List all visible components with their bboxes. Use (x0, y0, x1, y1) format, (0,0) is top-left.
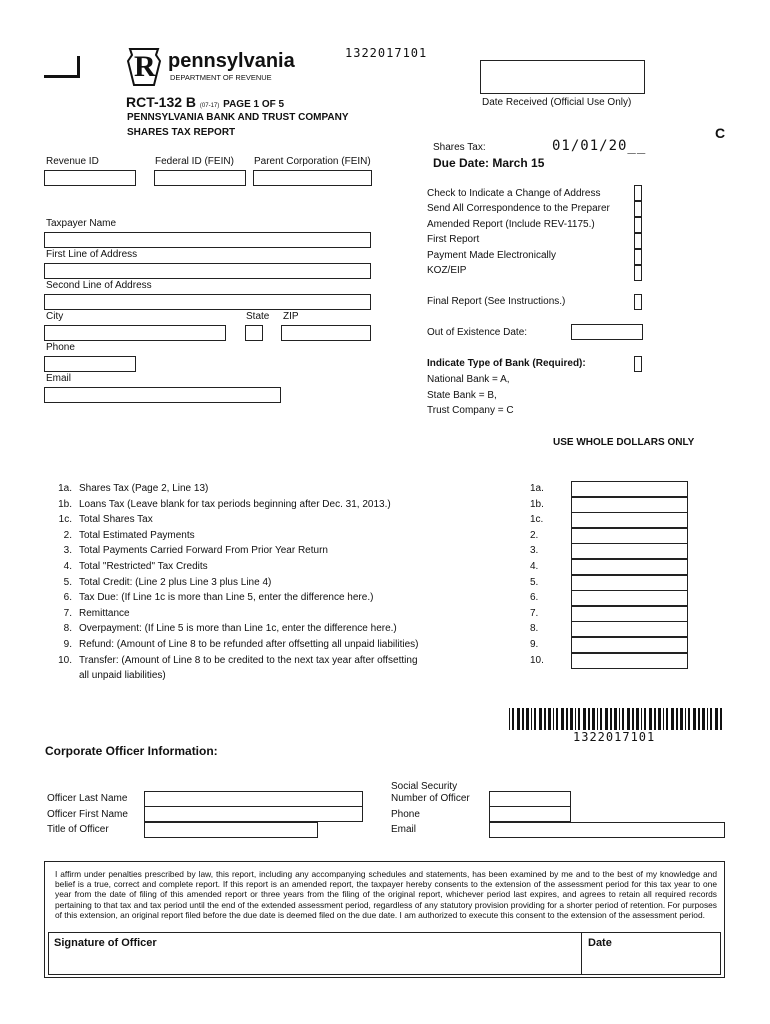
logo-department: DEPARTMENT OF REVENUE (170, 73, 272, 82)
officer-ssn-input[interactable] (489, 791, 571, 807)
officer-email-input[interactable] (489, 822, 725, 838)
due-date: Due Date: March 15 (433, 156, 545, 170)
barcode-bar (666, 708, 668, 730)
send-preparer-checkbox[interactable] (634, 201, 642, 217)
zip-label: ZIP (283, 311, 299, 322)
payment-electronic-checkbox[interactable] (634, 249, 642, 265)
change-address-label: Check to Indicate a Change of Address (427, 188, 601, 199)
email-label: Email (46, 373, 72, 384)
line-amount-input[interactable] (571, 559, 688, 575)
logo-letter: R (134, 50, 156, 83)
barcode-bar (544, 708, 546, 730)
officer-section-title: Corporate Officer Information: (45, 744, 218, 758)
barcode-bar (539, 708, 542, 730)
line-description: Transfer: (Amount of Line 8 to be credited to the next tax year after offsetting (79, 655, 418, 666)
line-amount-input[interactable] (571, 653, 688, 669)
keystone-logo-icon (126, 47, 162, 87)
line-number: 1a. (58, 483, 72, 494)
barcode-bar (641, 708, 642, 730)
date-received-box (480, 60, 645, 94)
phone-label: Phone (46, 342, 75, 353)
form-title-line1: PENNSYLVANIA BANK AND TRUST COMPANY (127, 112, 349, 123)
line-description: Tax Due: (If Line 1c is more than Line 5, enter the difference here.) (79, 592, 374, 603)
first-report-checkbox[interactable] (634, 233, 642, 249)
officer-last-name-label: Officer Last Name (47, 793, 128, 804)
line-amount-input[interactable] (571, 606, 688, 622)
bank-type-label: Indicate Type of Bank (Required): (427, 358, 586, 369)
signature-box[interactable] (48, 932, 582, 975)
line-ref: 7. (530, 608, 539, 619)
barcode-bar (680, 708, 683, 730)
barcode-bar (715, 708, 718, 730)
line-amount-input[interactable] (571, 637, 688, 653)
line-number: 2. (63, 530, 72, 541)
officer-email-label: Email (391, 824, 417, 835)
line-number: 6. (63, 592, 72, 603)
officer-first-name-label: Officer First Name (47, 809, 128, 820)
line-ref: 1a. (530, 483, 544, 494)
barcode-bar (632, 708, 634, 730)
line-ref: 10. (530, 655, 544, 666)
form-revision: (07-17) (199, 103, 220, 109)
parent-corp-label: Parent Corporation (FEIN) (254, 156, 371, 167)
line-description: Loans Tax (Leave blank for tax periods beginning after Dec. 31, 2013.) (79, 499, 391, 510)
line-number: 3. (63, 545, 72, 556)
line-ref: 1b. (530, 499, 544, 510)
barcode-bar (610, 708, 612, 730)
line-ref: 8. (530, 623, 539, 634)
line-amount-input[interactable] (571, 512, 688, 528)
line-ref: 9. (530, 639, 539, 650)
bank-b-label: State Bank = B, (427, 390, 497, 401)
line-ref: 3. (530, 545, 539, 556)
state-input[interactable] (245, 325, 263, 341)
federal-id-label: Federal ID (FEIN) (155, 156, 234, 167)
line-amount-input[interactable] (571, 497, 688, 513)
line-number: 10. (58, 655, 72, 666)
revenue-id-input[interactable] (44, 170, 136, 186)
barcode-bar (509, 708, 510, 730)
bank-type-input[interactable] (634, 356, 642, 372)
barcode-bar (583, 708, 586, 730)
barcode-bar (512, 708, 514, 730)
line-amount-input[interactable] (571, 543, 688, 559)
line-description: Total Payments Carried Forward From Prior Year Return (79, 545, 328, 556)
line-description: Shares Tax (Page 2, Line 13) (79, 483, 209, 494)
barcode-bar (588, 708, 590, 730)
address2-input[interactable] (44, 294, 371, 310)
barcode-bar (671, 708, 674, 730)
barcode-bar (534, 708, 536, 730)
line-description: Overpayment: (If Line 5 is more than Line 1c, enter the difference here.) (79, 623, 397, 634)
city-input[interactable] (44, 325, 226, 341)
line-amount-input[interactable] (571, 590, 688, 606)
line-number: 1b. (58, 499, 72, 510)
address1-input[interactable] (44, 263, 371, 279)
line-number: 7. (63, 608, 72, 619)
address1-label: First Line of Address (46, 249, 138, 260)
line-amount-input[interactable] (571, 481, 688, 497)
line-ref: 5. (530, 577, 539, 588)
out-of-existence-input[interactable] (571, 324, 643, 340)
barcode-bar (654, 708, 656, 730)
barcode-bar (649, 708, 652, 730)
final-report-label: Final Report (See Instructions.) (427, 296, 566, 307)
barcode-bar (570, 708, 573, 730)
page-label: PAGE 1 OF 5 (223, 99, 285, 110)
line-number: 4. (63, 561, 72, 572)
officer-title-label: Title of Officer (47, 824, 109, 835)
signature-date-label: Date (588, 937, 612, 949)
date-received-label: Date Received (Official Use Only) (482, 97, 632, 108)
barcode-bar (622, 708, 624, 730)
change-address-checkbox[interactable] (634, 185, 642, 201)
line-number: 9. (63, 639, 72, 650)
payment-electronic-label: Payment Made Electronically (427, 250, 556, 261)
top-scan-number: 1322017101 (345, 46, 428, 60)
officer-phone-label: Phone (391, 809, 420, 820)
barcode-bar (707, 708, 708, 730)
state-label: State (246, 311, 270, 322)
barcode-bar (710, 708, 712, 730)
barcode-bar (522, 708, 524, 730)
taxpayer-name-label: Taxpayer Name (46, 218, 117, 229)
line-ref: 1c. (530, 514, 544, 525)
koz-label: KOZ/EIP (427, 265, 467, 276)
city-label: City (46, 311, 64, 322)
line-description: Refund: (Amount of Line 8 to be refunded after offsetting all unpaid liabilities) (79, 639, 419, 650)
officer-first-name-input[interactable] (144, 806, 363, 822)
line-number: 8. (63, 623, 72, 634)
barcode-bar (526, 708, 529, 730)
barcode-bar (592, 708, 595, 730)
barcode-bar (597, 708, 598, 730)
barcode-bar (720, 708, 722, 730)
address2-label: Second Line of Address (46, 280, 152, 291)
barcode-bar (517, 708, 520, 730)
bank-a-label: National Bank = A, (427, 374, 510, 385)
shares-tax-date: 01/01/20__ (552, 138, 647, 154)
line-description: Total Credit: (Line 2 plus Line 3 plus Line 4) (79, 577, 272, 588)
barcode-bar (685, 708, 686, 730)
line-amount-input[interactable] (571, 621, 688, 637)
barcode-bar (663, 708, 664, 730)
barcode-bar (561, 708, 564, 730)
officer-last-name-input[interactable] (144, 791, 363, 807)
line-ref: 2. (530, 530, 539, 541)
first-report-label: First Report (427, 234, 480, 245)
parent-corp-input[interactable] (253, 170, 372, 186)
line-description: Total Estimated Payments (79, 530, 195, 541)
barcode-bar (531, 708, 532, 730)
barcode-bar (553, 708, 554, 730)
bank-c-label: Trust Company = C (427, 405, 514, 416)
out-of-existence-label: Out of Existence Date: (427, 327, 528, 338)
line-amount-input[interactable] (571, 575, 688, 591)
barcode-bar (698, 708, 700, 730)
final-report-checkbox[interactable] (634, 294, 642, 310)
line10-continuation: all unpaid liabilities) (79, 670, 166, 681)
taxpayer-name-input[interactable] (44, 232, 371, 248)
line-number: 1c. (58, 514, 72, 525)
amended-label: Amended Report (Include REV-1175.) (427, 219, 595, 230)
barcode-bar (688, 708, 690, 730)
line-description: Total Shares Tax (79, 514, 153, 525)
barcode-bar (658, 708, 661, 730)
line-description: Remittance (79, 608, 130, 619)
revenue-id-label: Revenue ID (46, 156, 99, 167)
barcode-bar (575, 708, 576, 730)
barcode-bar (548, 708, 551, 730)
barcode-bar (614, 708, 617, 730)
amended-checkbox[interactable] (634, 217, 642, 233)
shares-tax-label: Shares Tax: (433, 142, 486, 153)
barcode (509, 708, 725, 730)
crop-mark (44, 56, 80, 78)
officer-phone-input[interactable] (489, 806, 571, 822)
officer-ssn-label-line1: Social Security (391, 781, 458, 792)
signature-date-box[interactable] (582, 932, 721, 975)
line-description: Total "Restricted" Tax Credits (79, 561, 208, 572)
barcode-bar (619, 708, 620, 730)
barcode-bar (702, 708, 705, 730)
line-ref: 6. (530, 592, 539, 603)
federal-id-input[interactable] (154, 170, 246, 186)
form-title-line2: SHARES TAX REPORT (127, 127, 236, 138)
barcode-number: 1322017101 (573, 730, 656, 744)
barcode-bar (627, 708, 630, 730)
line-amount-input[interactable] (571, 528, 688, 544)
whole-dollars-note: USE WHOLE DOLLARS ONLY (553, 437, 695, 448)
signature-label: Signature of Officer (54, 937, 157, 949)
send-preparer-label: Send All Correspondence to the Preparer (427, 203, 610, 214)
declaration-text: I affirm under penalties prescribed by law, this report, including any accompanying schedules and statements, has been examined by me and to the best of my knowledge and belief is a true, correct and complete report. If this report is an amended report, the taxpayer hereby consents to the extension of the assessment period for this tax year to one year from the date of filing of this amended report or three years from the filing of the original report, whichever period last expires, and agrees to retain all required records pertaining to that tax and tax period until the end of the extended assessment period, regardless of any statutory provision providing for a shorter period of retention. For purposes of this extension, an original report filed before the due date is deemed filed on the due date. I am authorized to execute this consent to the extension of the assessment period. (55, 869, 717, 920)
barcode-bar (600, 708, 602, 730)
barcode-bar (578, 708, 580, 730)
barcode-bar (676, 708, 678, 730)
officer-ssn-label-line2: Number of Officer (391, 793, 470, 804)
declaration-box (44, 861, 725, 978)
barcode-bar (636, 708, 639, 730)
barcode-bar (644, 708, 646, 730)
logo-name: pennsylvania (168, 50, 295, 72)
form-id (126, 94, 284, 114)
form-id-text: RCT-132 B (126, 94, 197, 110)
barcode-bar (605, 708, 608, 730)
phone-input[interactable] (44, 356, 136, 372)
corner-letter: C (715, 125, 726, 141)
email-input[interactable] (44, 387, 281, 403)
line-ref: 4. (530, 561, 539, 572)
line-number: 5. (63, 577, 72, 588)
barcode-bar (556, 708, 558, 730)
barcode-bar (693, 708, 696, 730)
barcode-bar (566, 708, 568, 730)
zip-input[interactable] (281, 325, 371, 341)
officer-title-input[interactable] (144, 822, 318, 838)
koz-checkbox[interactable] (634, 265, 642, 281)
